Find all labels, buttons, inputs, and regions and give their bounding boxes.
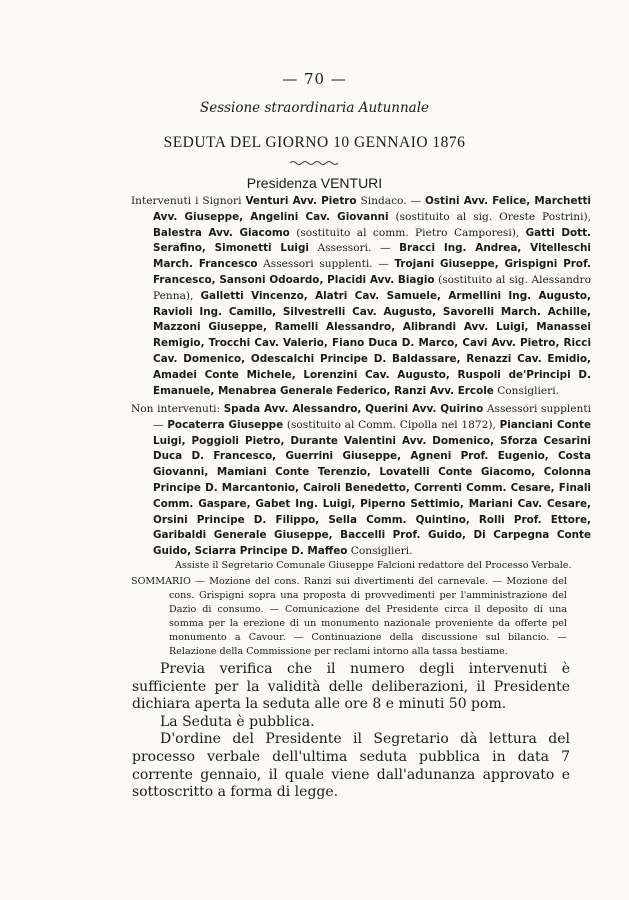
name-list: Spada Avv. Alessandro, Querini Avv. Quirino [223,403,484,415]
name-list: Galletti Vincenzo, Alatri Cav. Samuele, Armellini Ing. Augusto, Ravioli Ing. Camillo, Silvestrelli Cav. Augusto, Savorelli March. Achille, Mazzoni Giuseppe, Ramelli Alessandro, Alibrandi Avv. Luigi, Manassei Remigio, Trocchi Cav. Valerio, Fiano Duca D. Marco, Cavi Avv. Pietro, Ricci Cav. Domenico, Odescalchi Principe D. Baldassare, Renazzi Cav. Emidio, Amadei Conte Michele, Lorenzini Cav. Augusto, Ruspoli de'Principi D. Emanuele, Menabrea Generale Federico, Ranzi Avv. Ercole [153,289,591,397]
name-list: Venturi Avv. Pietro [245,195,357,207]
summary-label: SOMMARIO — [131,576,210,587]
name-list: Pianciani Conte Luigi, Poggioli Pietro, Durante Valentini Avv. Domenico, Sforza Cesarini Duca D. Francesco, Guerrini Giuseppe, Agneni Prof. Eugenio, Costa Giovanni, Mamiani Conte Terenzio, Lovatelli Conte Giacomo, Colonna Principe D. Marcantonio, Cairoli Benedetto, Correnti Comm. Cesare, Finali Comm. Gaspare, Gabet Ing. Luigi, Piperno Settimio, Mariani Cav. Cesare, Orsini Principe D. Filippo, Sella Comm. Quintino, Rolli Prof. Ettore, Garibaldi Generale Giuseppe, Baccelli Prof. Guido, Di Carpegna Conte Guido, Sciarra Principe D. Maffeo [153,418,591,558]
name-list: Balestra Avv. Giacomo [153,226,290,239]
name-list: Trojani Giuseppe, Grispigni Prof. Francesco, Sansoni Odoardo, Placidi Avv. Biagio [153,258,591,286]
attendees-present [131,194,591,399]
secretary-line: Assiste il Segretario Comunale Giuseppe Falcioni redattore del Processo Verbale. [175,560,572,571]
name-list: Bracci Ing. Andrea, Vitelleschi March. Francesco [153,242,591,271]
role-text: (sostituito al sig. Alessandro Penna), [153,273,591,302]
role-text: Sindaco. — [356,195,426,207]
role-text: Consiglieri. [493,384,559,397]
minutes-body [132,661,570,802]
body-paragraph: La Seduta è pubblica. [160,713,315,730]
role-text: Assessori. — [308,242,400,255]
page-number: — 70 — [282,70,347,88]
role-text: Assessori supplenti — [153,403,591,431]
role-text: (sostituito al Comm. Cipolla nel 1872), [283,418,500,431]
summary-block [131,575,567,659]
name-list: Pocaterra Giuseppe [167,418,284,431]
body-paragraph: D'ordine del Presidente il Segretario dà lettura del processo verbale dell'ultima seduta pubblica in data 7 corrente gennaio, il quale viene dall'adunanza approvato e sottoscritto a forma di legge. [132,731,570,801]
body-paragraph: Previa verifica che il numero degli intervenuti è sufficiente per la validità delle deliberazioni, il Presidente dichiara aperta la seduta alle ore 8 e minuti 50 pom. [132,661,570,713]
role-text: Consiglieri. [347,545,413,558]
session-title: Sessione straordinaria Autunnale [199,100,430,116]
ornament-flourish [288,159,342,167]
role-text: (sostituito al comm. Pietro Camporesi), [289,226,526,239]
meeting-title: SEDUTA DEL GIORNO 10 GENNAIO 1876 [163,134,466,151]
role-text: Assessori supplenti. — [257,258,395,271]
role-text: (sostituito al sig. Oreste Postrini), [388,210,591,223]
attendees-absent [131,402,591,560]
role-text: Intervenuti i Signori [131,195,246,207]
presidency-heading: Presidenza VENTURI [246,175,383,191]
summary-text: Mozione del cons. Ranzi sui divertimenti del carnevale. — Mozione del cons. Grispigni sopra una proposta di provvedimenti per l'amministrazione del Dazio di consumo. — Comunicazione del Presidente circa il deposito di una somma per la erezione di un monumento nazionale proveniente da offerte pel monumento a Cavour. — Continuazione della discussione sul bilancio. — Relazione della Commissione per reclami intorno alla tassa bestiame. [169,576,567,657]
name-list: Ostini Avv. Felice, Marchetti Avv. Giuseppe, Angelini Cav. Giovanni [153,195,591,223]
name-list: Gatti Dott. Serafino, Simonetti Luigi [153,226,591,255]
role-text: Non intervenuti: [131,403,224,415]
